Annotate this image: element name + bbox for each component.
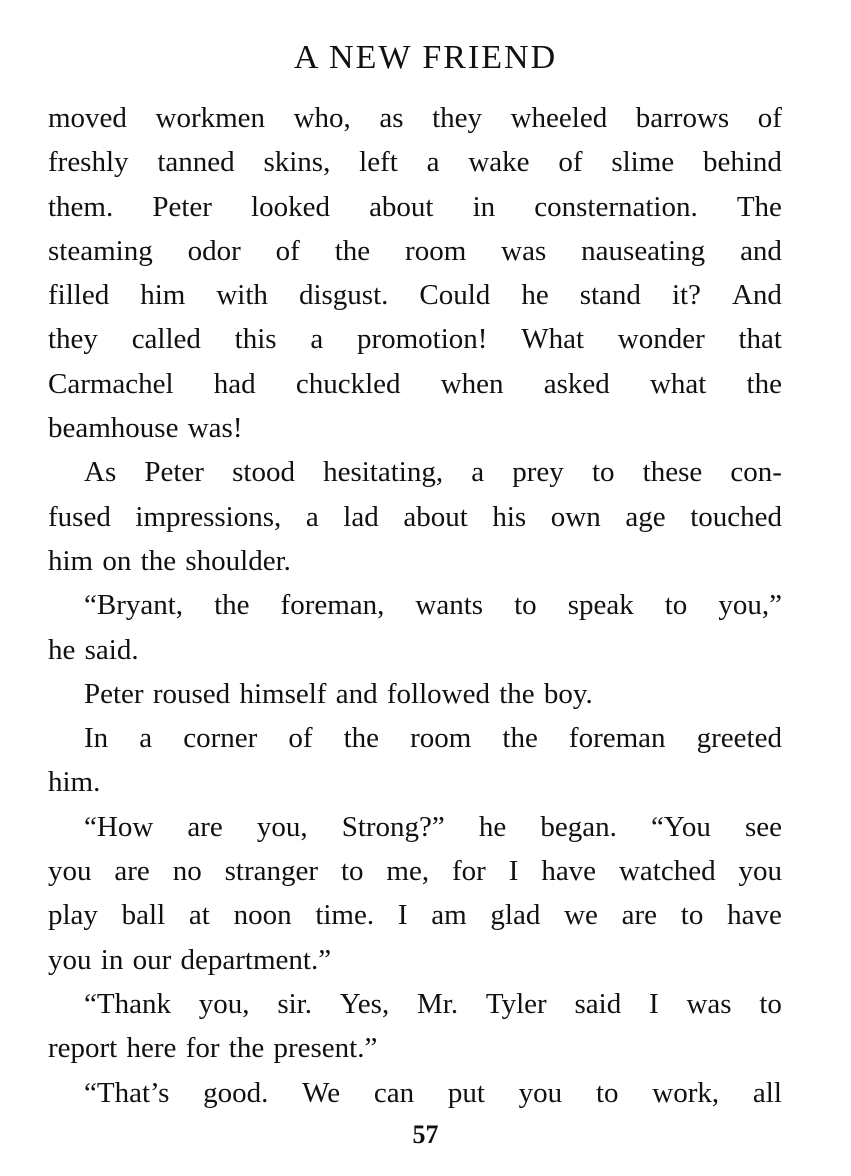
text-line: In a corner of the room the foreman greeted: [84, 722, 782, 755]
text-line: “Thank you, sir. Yes, Mr. Tyler said I was to: [84, 987, 782, 1020]
text-line: him.: [48, 766, 101, 799]
page-number: 57: [412, 1120, 439, 1149]
text-line: them. Peter looked about in consternation. The: [48, 190, 782, 223]
text-line: beamhouse was!: [48, 412, 243, 445]
text-line: fused impressions, a lad about his own age touched: [48, 500, 782, 533]
text-line: they called this a promotion! What wonder that: [48, 323, 782, 356]
text-line: “Bryant, the foreman, wants to speak to you,”: [84, 589, 782, 622]
text-line: moved workmen who, as they wheeled barrows of: [48, 102, 782, 134]
text-line: freshly tanned skins, left a wake of slime behind: [48, 146, 782, 179]
text-line: play ball at noon time. I am glad we are to have: [48, 899, 782, 932]
text-line: you in our department.”: [48, 943, 332, 976]
text-line: you are no stranger to me, for I have watched you: [48, 855, 782, 888]
text-line: “That’s good. We can put you to work, all: [84, 1076, 782, 1109]
text-line: he said.: [48, 633, 139, 666]
text-line: steaming odor of the room was nauseating and: [48, 234, 782, 267]
text-line: him on the shoulder.: [48, 544, 291, 577]
text-line: filled him with disgust. Could he stand it? And: [48, 279, 782, 312]
text-line: Carmachel had chuckled when asked what the: [48, 367, 782, 400]
text-line: report here for the present.”: [48, 1032, 378, 1065]
running-head: A NEW FRIEND: [293, 39, 558, 76]
body-text: [48, 96, 782, 1115]
text-line: “How are you, Strong?” he began. “You see: [84, 810, 782, 843]
text-line: Peter roused himself and followed the boy.: [84, 677, 593, 710]
text-line: As Peter stood hesitating, a prey to these con-: [84, 456, 782, 489]
